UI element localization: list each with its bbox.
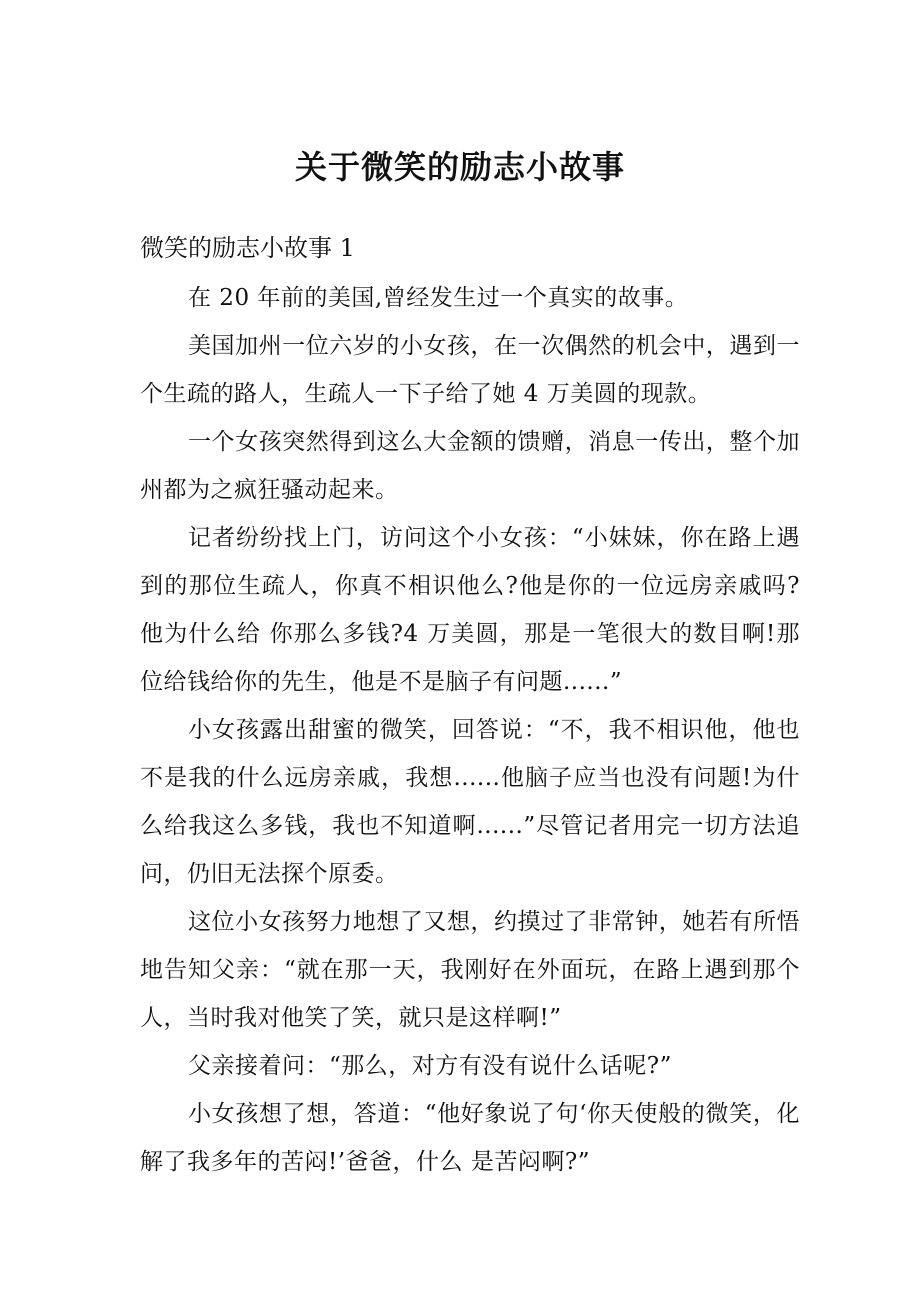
paragraph-1: 在 20 年前的美国,曾经发生过一个真实的故事。 — [188, 285, 689, 311]
section-heading: 微笑的励志小故事 1 — [140, 234, 355, 262]
paragraph-4: 记者纷纷找上门，访问这个小女孩：“小妹妹，你在路上遇到的那位生疏人，你真不相识他么?他是你的一位远房亲戚吗?他为什么给 你那么多钱?4 万美圆，那是一笔很大的数目啊!那位给钱给你的先生，他是不是脑子有问题......” — [140, 525, 800, 695]
paragraph-7: 父亲接着问：“那么，对方有没有说什么话呢?” — [188, 1053, 672, 1079]
paragraph-5: 小女孩露出甜蜜的微笑，回答说：“不，我不相识他，他也不是我的什么远房亲戚，我想......他脑子应当也没有问题!为什么给我这么多钱，我也不知道啊......”尽管记者用完一切方法追问，仍旧无法探个原委。 — [140, 717, 800, 887]
paragraph-8: 小女孩想了想，答道：“他好象说了句‘你天使般的微笑，化解了我多年的苦闷!’爸爸，什么 是苦闷啊?” — [140, 1101, 800, 1175]
story-body — [140, 274, 800, 1186]
paragraph-6: 这位小女孩努力地想了又想，约摸过了非常钟，她若有所悟地告知父亲：“就在那一天，我刚好在外面玩，在路上遇到那个人，当时我对他笑了笑，就只是这样啊!” — [140, 909, 800, 1031]
document-title: 关于微笑的励志小故事 — [294, 148, 625, 186]
paragraph-2: 美国加州一位六岁的小女孩，在一次偶然的机会中，遇到一个生疏的路人，生疏人一下子给了她 4 万美圆的现款。 — [140, 333, 800, 407]
paragraph-3: 一个女孩突然得到这么大金额的馈赠，消息一传出，整个加州都为之疯狂骚动起来。 — [140, 429, 800, 503]
